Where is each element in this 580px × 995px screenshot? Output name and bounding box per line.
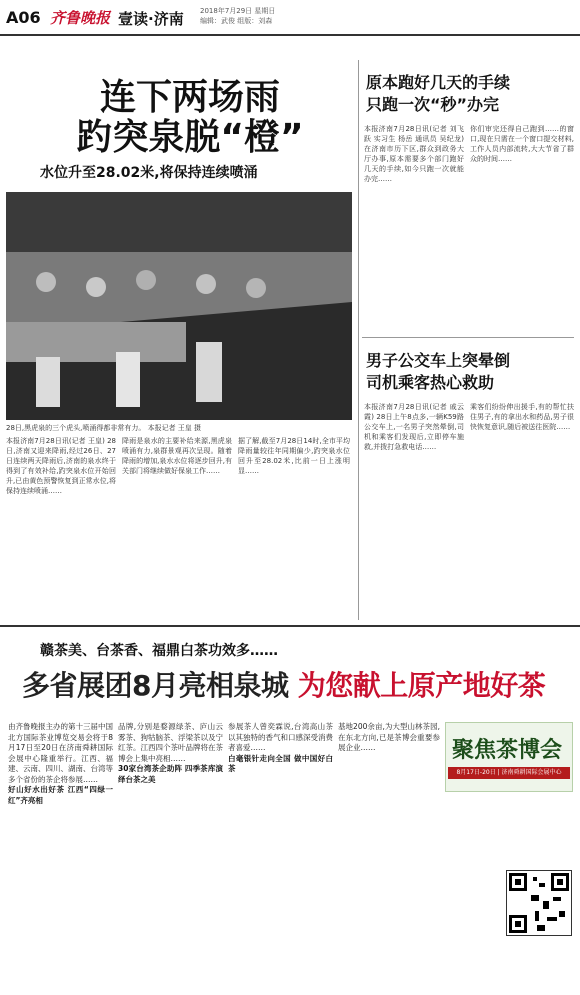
right-mid-headline: [366, 350, 510, 394]
feature-col3-text: 参展茶人曾奕霖说,台湾高山茶以其独特的香气和口感深受消费者喜爱……: [228, 722, 333, 752]
page-code: A06: [6, 8, 41, 27]
right-top-body-col1: 本报济南7月28日讯(记者 刘飞跃 实习生 杨岳 通讯员 吴纪龙) 在济南市历下区,群众到政务大厅办事,原本需要多个部门跑好几天的手续,如今只跑一次就能办完……: [364, 125, 464, 183]
feature-divider: [0, 625, 580, 627]
lead-headline: [30, 78, 350, 158]
section-name: 壹读·济南: [118, 10, 184, 28]
feature-col2: [118, 722, 223, 990]
feature-col4: 基地200余亩,为大型山林茶园,在东北方向,已是茶博会重要参展企业……: [338, 722, 440, 752]
right-top-body-col2: 你们审完还得自己跑到……的窗口,现在只需在一个窗口提交材料,工作人员内部流转,大大节省了群众的时间……: [470, 125, 574, 163]
page-header: [0, 0, 580, 36]
lead-body-col2: 降雨是泉水的主要补给来源,黑虎泉喷涌有力,泉群景观再次呈现。随着降雨的增加,泉水水位将逐步回升,有关部门将继续做好保泉工作……: [122, 437, 232, 475]
right-mid-body-col1: 本报济南7月28日讯(记者 戚云霞) 28日上午8点多,一辆K59路公交车上,一名男子突然晕倒,司机和乘客们发现后,立即停车施救,并拨打急救电话……: [364, 403, 464, 451]
lead-body-col3: 据了解,截至7月28日14时,全市平均降雨量较往年同期偏少,趵突泉水位回升至28.02米,比前一日上涨明显……: [238, 437, 350, 475]
qr-code: [506, 870, 572, 936]
lead-headline-line2: 趵突泉脱“橙”: [76, 117, 304, 158]
feature-col1-subhead: 好山好水出好茶 江西“四绿一红”齐亮相: [8, 785, 113, 805]
right-mid-body-col2: 乘客们纷纷伸出援手,有的帮忙扶住男子,有的拿出水和药品,男子很快恢复意识,随后被送往医院……: [470, 403, 574, 431]
expo-badge: [445, 722, 573, 792]
expo-badge-date: 8月17日-20日 | 济南舜耕国际会展中心: [448, 767, 570, 779]
right-top-headline-line1: 原本跑好几天的手续: [366, 73, 511, 92]
feature-headline-main: 多省展团8月亮相泉城: [22, 669, 289, 702]
right-mid-headline-line1: 男子公交车上突晕倒: [366, 351, 511, 370]
feature-col2-text: 品牌,分别是婺源绿茶、庐山云雾茶、狗牯脑茶、浮梁茶以及宁红茶。江西四个茶叶品牌将在茶博会上集中亮相……: [118, 722, 223, 763]
feature-col3-subhead: 白毫银针走向全国 做中国好白茶: [228, 753, 333, 773]
story-divider: [362, 337, 574, 338]
expo-badge-title: 聚焦茶博会: [452, 738, 563, 763]
lead-subtitle: 水位升至28.02米,将保持连续喷涌: [40, 165, 258, 181]
lead-photo-caption: 28日,黑虎泉的三个虎头,喷涌得都非常有力。 本报记者 王皇 摄: [6, 424, 202, 432]
lead-headline-line1: 连下两场雨: [99, 77, 280, 118]
right-mid-headline-line2: 司机乘客热心救助: [366, 373, 495, 392]
feature-col1: [8, 722, 113, 990]
page-meta: [200, 6, 275, 26]
feature-headline: [22, 664, 545, 704]
column-divider: [358, 60, 359, 620]
meta-staff: 编辑：武俊 组版：刘森: [200, 17, 273, 25]
feature-headline-accent: 为您献上原产地好茶: [297, 669, 546, 702]
feature-col3: [228, 722, 333, 990]
feature-kicker: 赣茶美、台茶香、福鼎白茶功效多……: [40, 643, 278, 659]
lead-photo: [6, 192, 352, 420]
lead-body-col1: 本报济南7月28日讯(记者 王皇) 28日,济南又迎来降雨,经过26日、27日连续两天降雨后,济南的泉水终于得到了有效补给,趵突泉水位开始回升,已由黄色预警恢复到正常水位,将保持连续喷涌……: [6, 437, 116, 495]
newspaper-brand: 齐鲁晚报: [50, 9, 111, 27]
right-top-headline: [366, 72, 510, 116]
feature-col2-subhead: 30家台湾茶企助阵 四季茶库演绎台茶之美: [118, 764, 223, 784]
right-top-headline-line2: 只跑一次“秒”办完: [366, 95, 500, 114]
feature-col1-text: 由齐鲁晚报主办的第十三届中国北方国际茶业博览交易会将于8月17日至20日在济南舜耕国际会展中心隆重举行。江西、福建、云南、四川、湖南、台湾等多个省份的茶企将参展……: [8, 722, 113, 784]
meta-date: 2018年7月29日 星期日: [200, 7, 276, 15]
